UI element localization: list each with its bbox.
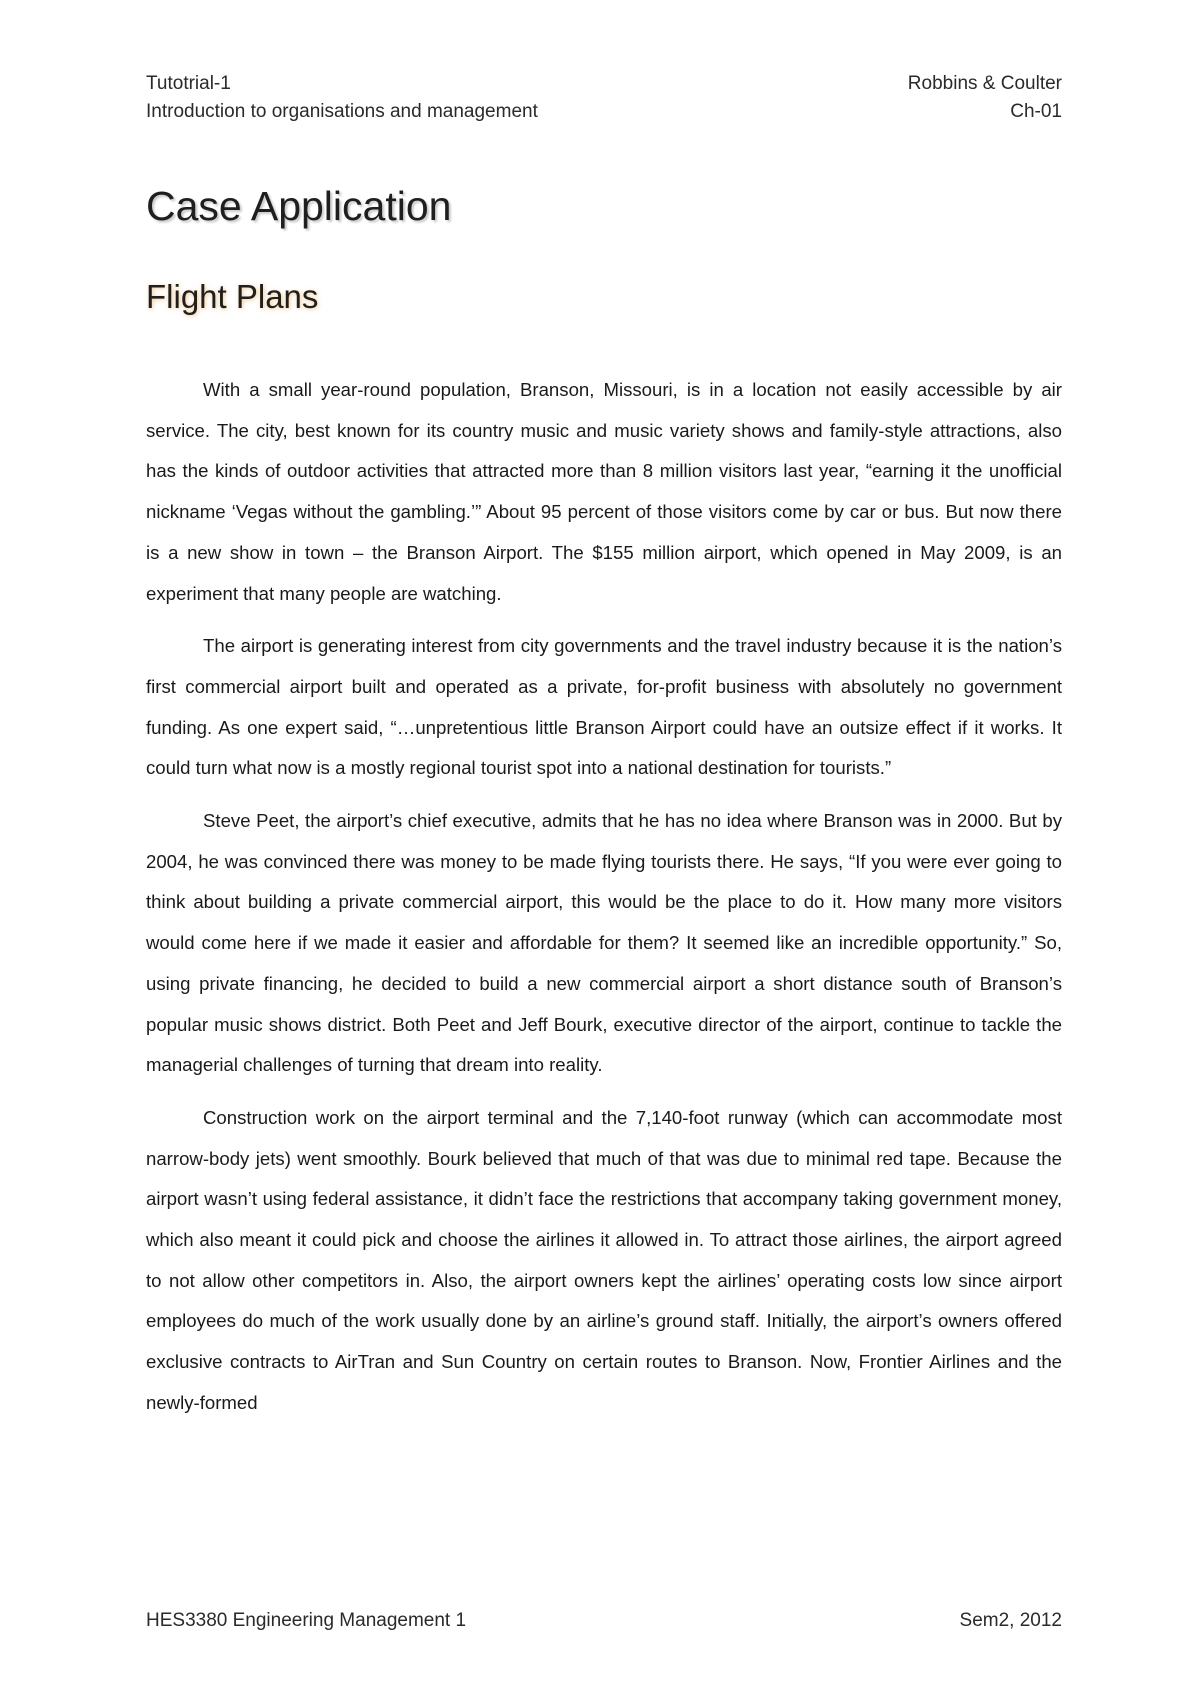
header-authors: Robbins & Coulter	[907, 73, 1062, 94]
paragraph-3: Steve Peet, the airport’s chief executive, admits that he has no idea where Branson was in 2000. But by 2004, he was convinced there was money to be made flying tourists there. He says, “If you were ever going to think about building a private commercial airport, this would be the place to do it. How many more visitors would come here if we made it easier and affordable for them? It seemed like an incredible opportunity.” So, using private financing, he decided to build a new commercial airport a short distance south of Branson’s popular music shows district. Both Peet and Jeff Bourk, executive director of the airport, continue to tackle the managerial challenges of turning that dream into reality.	[146, 810, 1062, 1076]
page-content	[146, 176, 1062, 1436]
body-text	[146, 370, 1062, 1424]
paragraph-4: Construction work on the airport terminal and the 7,140-foot runway (which can accommodate most narrow-body jets) went smoothly. Bourk believed that much of that was due to minimal red tape. Because the airport wasn’t using federal assistance, it didn’t face the restrictions that accompany taking government money, which also meant it could pick and choose the airlines it allowed in. To attract those airlines, the airport agreed to not allow other competitors in. Also, the airport owners kept the airlines’ operating costs low since airport employees do much of the work usually done by an airline’s ground staff. Initially, the airport’s owners offered exclusive contracts to AirTran and Sun Country on certain routes to Branson. Now, Frontier Airlines and the newly-formed	[146, 1106, 1062, 1413]
page-header	[146, 70, 1062, 126]
header-chapter: Ch-01	[1010, 101, 1062, 122]
footer-semester: Sem2, 2012	[959, 1610, 1062, 1631]
page-title: Case Application	[146, 183, 452, 229]
header-tutorial: Tutotrial-1	[146, 73, 231, 94]
header-topic: Introduction to organisations and management	[146, 101, 538, 122]
paragraph-1: With a small year-round population, Branson, Missouri, is in a location not easily accessible by air service. The city, best known for its country music and music variety shows and family-style attractions, also has the kinds of outdoor activities that attracted more than 8 million visitors last year, “earning it the unofficial nickname ‘Vegas without the gambling.’” About 95 percent of those visitors come by car or bus. But now there is a new show in town – the Branson Airport. The $155 million airport, which opened in May 2009, is an experiment that many people are watching.	[146, 379, 1062, 604]
header-row-2	[146, 98, 1062, 126]
page-footer	[146, 1607, 1062, 1635]
footer-row	[146, 1607, 1062, 1635]
header-row-1	[146, 70, 1062, 98]
section-title: Flight Plans	[146, 278, 319, 315]
footer-course: HES3380 Engineering Management 1	[146, 1610, 467, 1631]
paragraph-2: The airport is generating interest from city governments and the travel industry because it is the nation’s first commercial airport built and operated as a private, for-profit business with absolutely no government funding. As one expert said, “…unpretentious little Branson Airport could have an outsize effect if it works. It could turn what now is a mostly regional tourist spot into a national destination for tourists.”	[146, 635, 1062, 779]
